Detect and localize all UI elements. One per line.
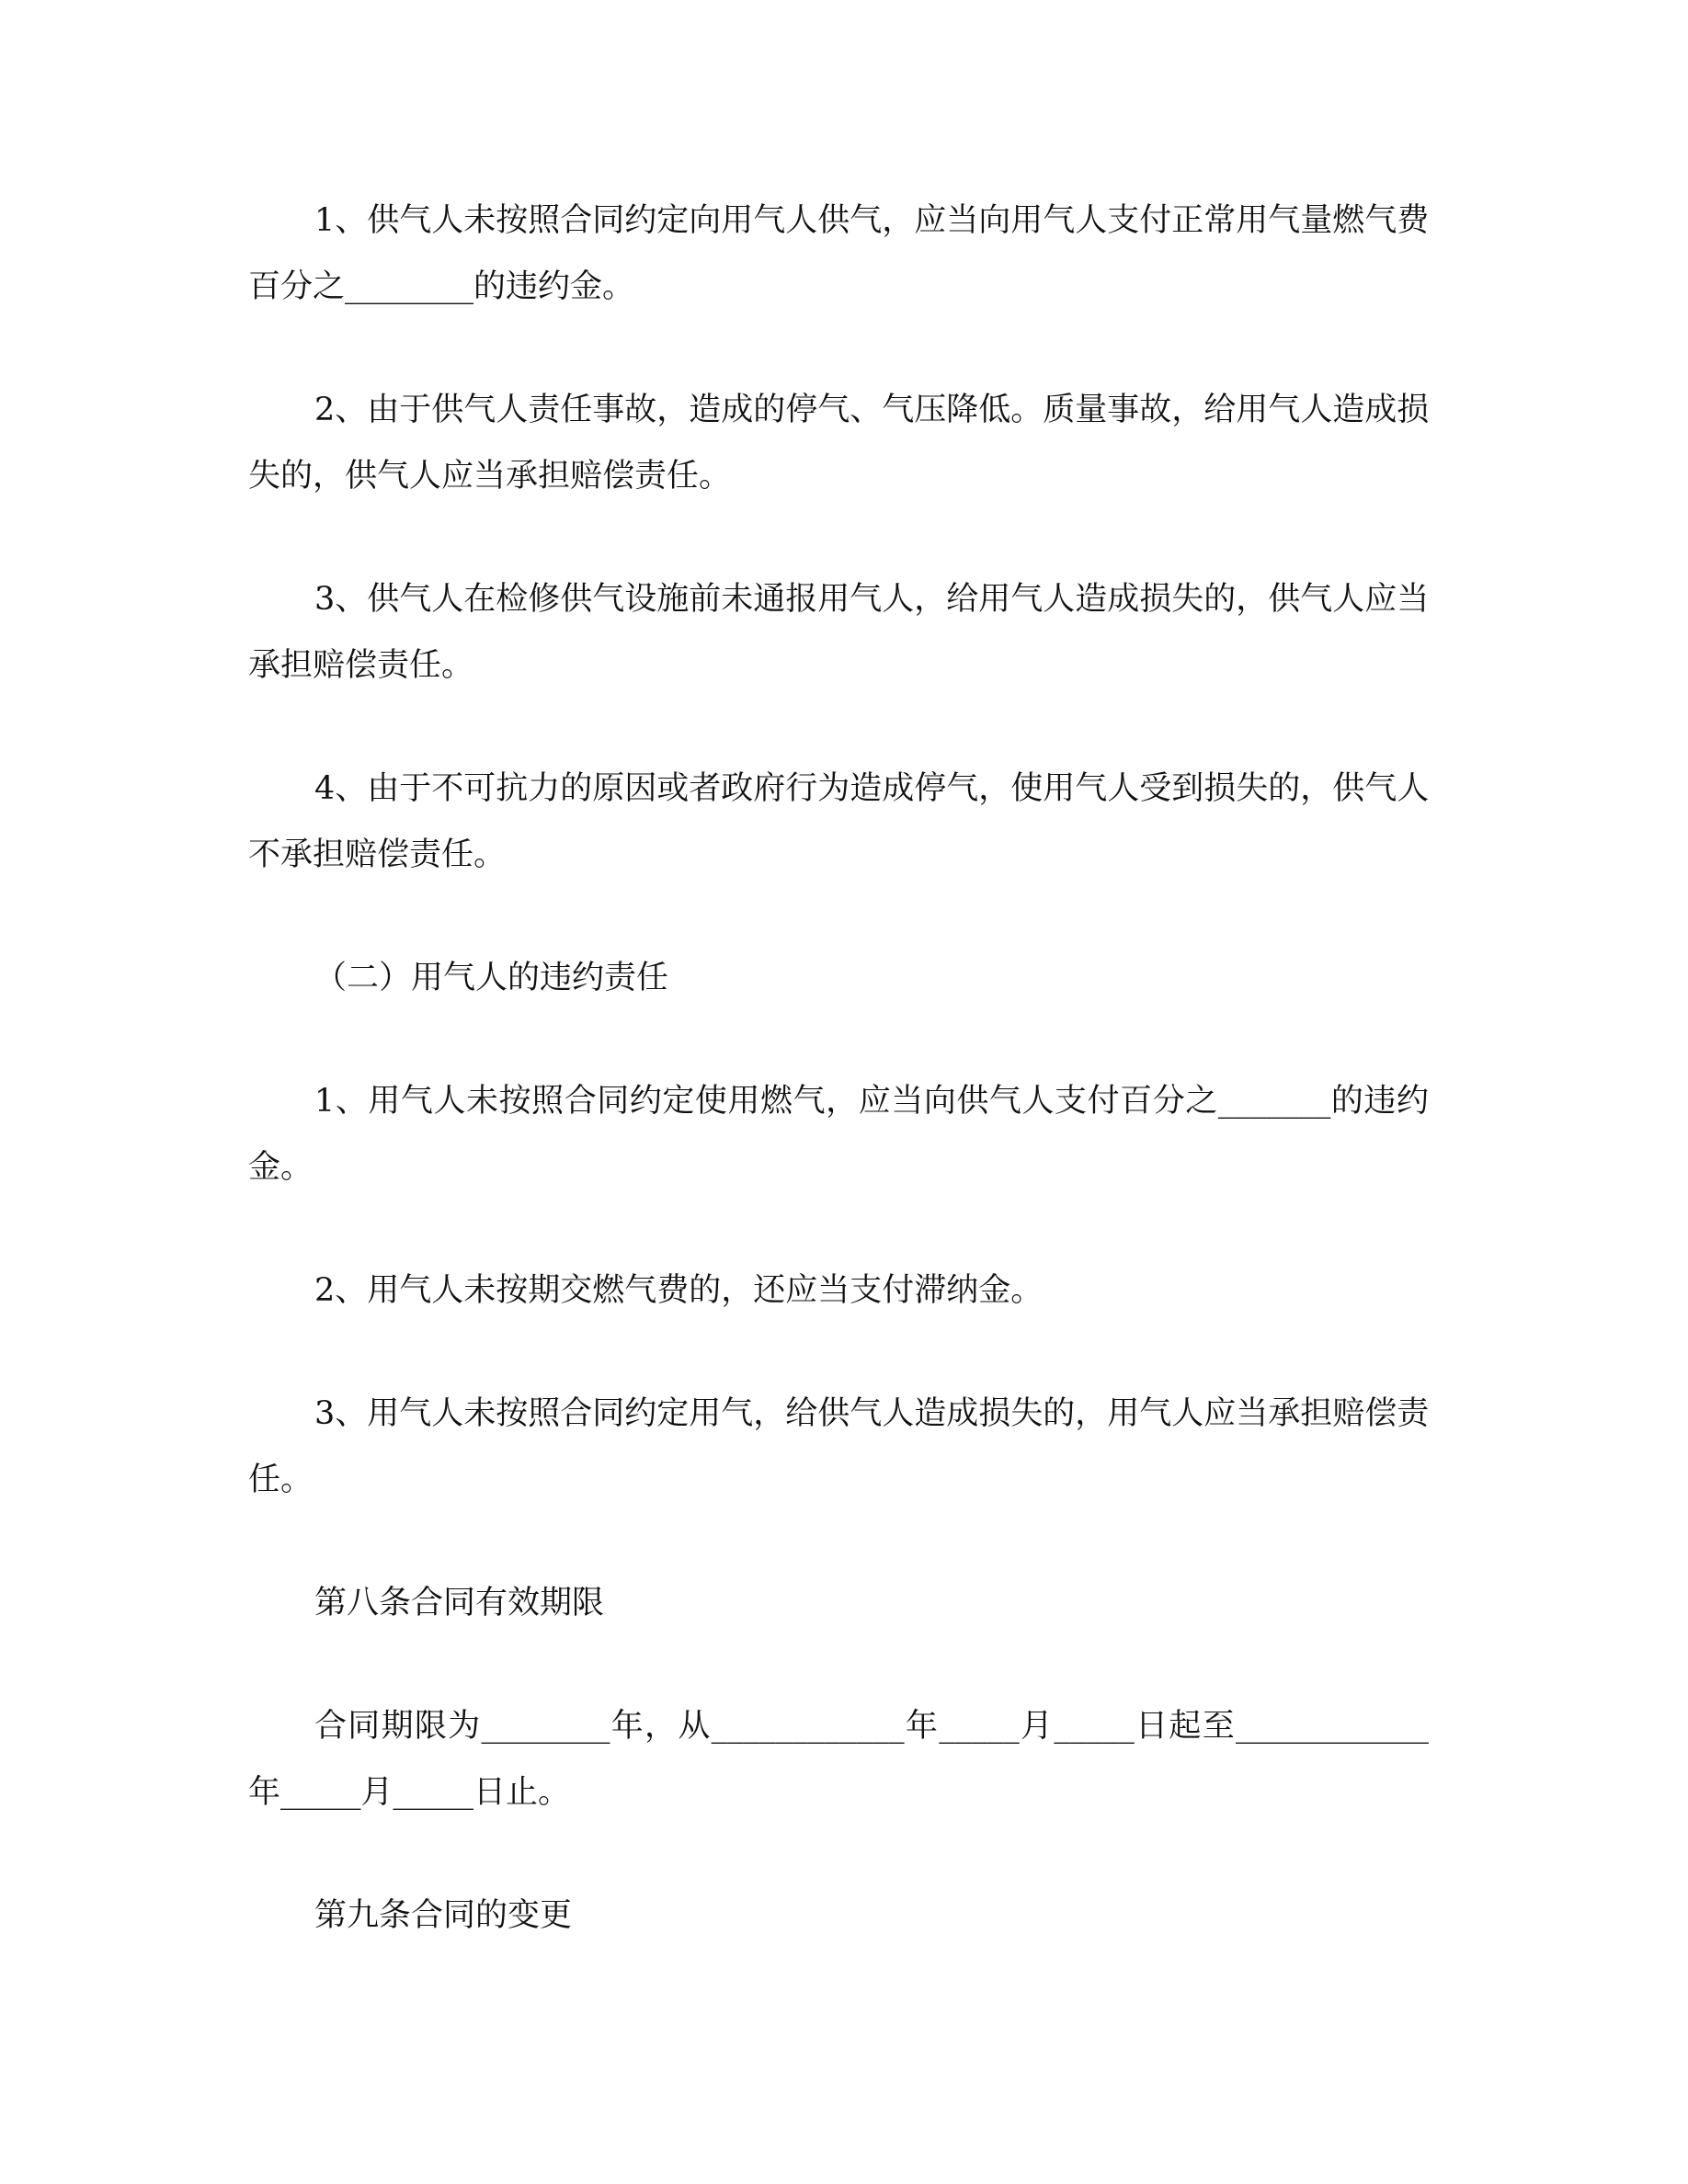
paragraph [248,1068,1429,1200]
paragraph [248,377,1429,509]
paragraph [248,1883,1429,1949]
paragraph-line: 百分之________的违约金。 [248,268,635,305]
paragraph-line: （二）用气人的违约责任 [314,960,669,996]
paragraph-line: 1、用气人未按照合同约定使用燃气，应当向供气人支付百分之_______的违约 [314,1083,1429,1120]
paragraph [248,1693,1429,1826]
paragraph-line: 合同期限为________年，从____________年_____月_____日起至____________ [314,1708,1429,1745]
paragraph [248,188,1429,320]
paragraph [248,756,1429,888]
paragraph-line: 不承担赔偿责任。 [248,836,507,873]
paragraph [248,1570,1429,1636]
document-body [248,188,1429,2006]
paragraph-line: 2、由于供气人责任事故，造成的停气、气压降低。质量事故，给用气人造成损 [314,392,1430,428]
paragraph [248,1381,1429,1513]
paragraph-line: 任。 [248,1462,314,1498]
paragraph-line: 2、用气人未按期交燃气费的，还应当支付滞纳金。 [314,1272,1044,1309]
paragraph-line: 失的，供气人应当承担赔偿责任。 [248,458,732,495]
paragraph [248,1257,1429,1324]
paragraph-line: 4、由于不可抗力的原因或者政府行为造成停气，使用气人受到损失的，供气人 [314,770,1430,807]
paragraph-line: 第九条合同的变更 [314,1897,573,1934]
paragraph-line: 金。 [248,1149,314,1186]
paragraph [248,945,1429,1011]
paragraph [248,566,1429,699]
paragraph-line: 年_____月_____日止。 [248,1774,571,1811]
paragraph-line: 第八条合同有效期限 [314,1585,605,1621]
paragraph-line: 3、用气人未按照合同约定用气，给供气人造成损失的，用气人应当承担赔偿责 [314,1395,1430,1432]
paragraph-line: 承担赔偿责任。 [248,647,474,684]
paragraph-line: 3、供气人在检修供气设施前未通报用气人，给用气人造成损失的，供气人应当 [314,581,1430,618]
paragraph-line: 1、供气人未按照合同约定向用气人供气，应当向用气人支付正常用气量燃气费 [314,202,1430,239]
